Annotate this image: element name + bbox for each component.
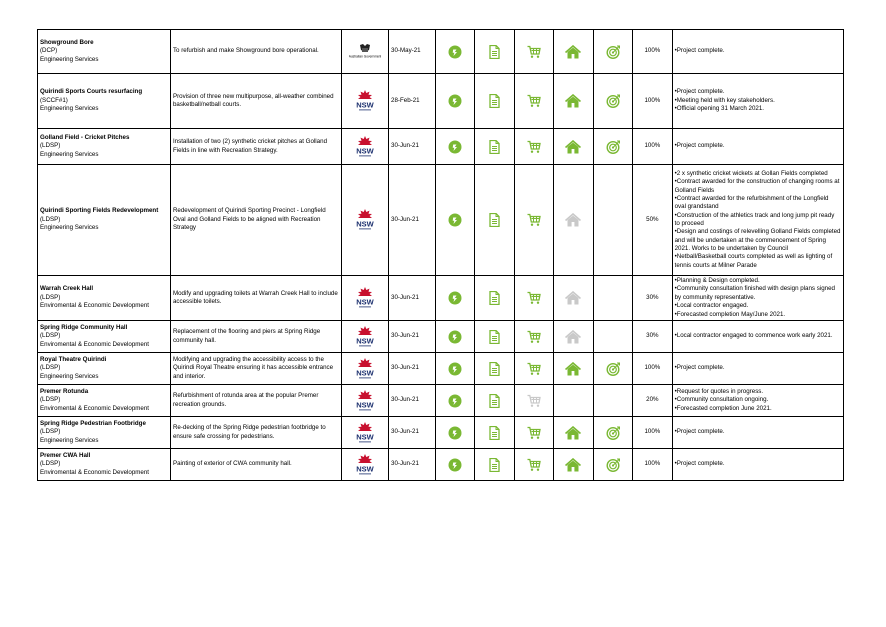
- status-updates: [672, 321, 843, 353]
- funding-logo: [342, 385, 389, 417]
- house-icon: [565, 458, 581, 472]
- project-description: Modify and upgrading toilets at Warrah Creek Hall to include accessible toilets.: [170, 276, 341, 321]
- department: Engineering Services: [40, 105, 99, 113]
- project-name: Warrah Creek Hall: [40, 285, 94, 293]
- logo-caption: NSW: [356, 219, 374, 229]
- status-update-item: • Official opening 31 March 2021.: [675, 105, 841, 113]
- status-updates: [672, 353, 843, 385]
- table-row: [38, 417, 844, 449]
- concept-bulb-icon: [448, 45, 462, 59]
- table-row: [38, 74, 844, 129]
- status-update-item: • Project complete.: [675, 428, 841, 436]
- stage-complete: [593, 385, 632, 417]
- stage-design: [475, 30, 514, 74]
- completion-date: 30-Jun-21: [389, 385, 436, 417]
- department: Enviromental & Economic Development: [40, 302, 150, 310]
- project-cell: [38, 385, 171, 417]
- logo-caption: NSW: [356, 100, 374, 110]
- project-description: Painting of exterior of CWA community hall.: [170, 449, 341, 481]
- stage-construction: [554, 353, 593, 385]
- stage-concept: [435, 353, 474, 385]
- stage-design: [475, 276, 514, 321]
- department: Engineering Services: [40, 224, 99, 232]
- logo-caption: NSW: [356, 368, 374, 377]
- project-name: Spring Ridge Pedestrian Footbridge: [40, 419, 146, 427]
- document-icon: [487, 45, 501, 59]
- stage-concept: [435, 417, 474, 449]
- stage-design: [475, 385, 514, 417]
- project-cell: [38, 449, 171, 481]
- stage-procurement: [514, 129, 553, 165]
- completion-date: 30-Jun-21: [389, 417, 436, 449]
- nsw-government-logo-icon: [353, 286, 377, 310]
- funding-source: (SCCF#1): [40, 96, 68, 104]
- stage-complete: [593, 276, 632, 321]
- table-row: [38, 353, 844, 385]
- project-name: Golland Field - Cricket Pitches: [40, 133, 130, 141]
- status-update-item: • Community consultation ongoing.: [675, 396, 841, 404]
- stage-complete: [593, 449, 632, 481]
- project-name: Showground Bore: [40, 38, 94, 46]
- project-cell: [38, 417, 171, 449]
- project-description: Installation of two (2) synthetic cricket pitches at Golland Fields in line with Recreation Strategy.: [170, 129, 341, 165]
- project-name: Premer CWA Hall: [40, 451, 91, 459]
- project-cell: [38, 321, 171, 353]
- nsw-government-logo-icon: [353, 357, 377, 381]
- nsw-government-logo-icon: [353, 89, 377, 113]
- status-update-item: • 2 x synthetic cricket wickets at Gollan Fields completed: [675, 170, 841, 178]
- concept-bulb-icon: [448, 94, 462, 108]
- funding-source: (LDSP): [40, 142, 61, 150]
- progress-percent: 100%: [633, 30, 672, 74]
- stage-complete: [593, 165, 632, 276]
- stage-concept: [435, 449, 474, 481]
- nsw-government-logo-icon: [353, 453, 377, 477]
- funding-source: (LDSP): [40, 293, 61, 301]
- document-icon: [487, 291, 501, 305]
- document-icon: [487, 362, 501, 376]
- status-updates: [672, 165, 843, 276]
- progress-percent: 30%: [633, 321, 672, 353]
- target-icon: [606, 362, 620, 376]
- concept-bulb-icon: [448, 291, 462, 305]
- project-cell: [38, 129, 171, 165]
- cart-icon: [527, 426, 541, 440]
- stage-procurement: [514, 276, 553, 321]
- stage-complete: [593, 74, 632, 129]
- stage-complete: [593, 321, 632, 353]
- house-icon: [565, 94, 581, 108]
- status-update-item: • Construction of the athletics track and long jump pit ready to proceed: [675, 212, 841, 229]
- nsw-government-logo-icon: [353, 389, 377, 413]
- stage-complete: [593, 129, 632, 165]
- funding-logo: [342, 30, 389, 74]
- funding-source: (LDSP): [40, 428, 61, 436]
- progress-percent: 100%: [633, 353, 672, 385]
- table-row: [38, 165, 844, 276]
- funding-source: (LDSP): [40, 364, 61, 372]
- completion-date: 30-Jun-21: [389, 165, 436, 276]
- department: Enviromental & Economic Development: [40, 468, 150, 476]
- status-update-item: • Project complete.: [675, 47, 841, 55]
- project-description: Provision of three new multipurpose, all-weather combined basketball/netball courts.: [170, 74, 341, 129]
- stage-complete: [593, 30, 632, 74]
- cart-icon: [527, 362, 541, 376]
- status-update-item: • Local contractor engaged to commence work early 2021.: [675, 332, 841, 340]
- status-update-item: • Local contractor engaged.: [675, 302, 841, 310]
- project-description: Re-decking of the Spring Ridge pedestrian footbridge to ensure safe crossing for pedestrians.: [170, 417, 341, 449]
- stage-construction: [554, 30, 593, 74]
- concept-bulb-icon: [448, 458, 462, 472]
- project-cell: [38, 30, 171, 74]
- department: Engineering Services: [40, 150, 99, 158]
- funding-logo: [342, 74, 389, 129]
- stage-design: [475, 165, 514, 276]
- document-icon: [487, 140, 501, 154]
- project-description: To refurbish and make Showground bore operational.: [170, 30, 341, 74]
- logo-caption: NSW: [356, 464, 374, 473]
- funding-source: (LDSP): [40, 332, 61, 340]
- status-updates: [672, 385, 843, 417]
- stage-construction: [554, 165, 593, 276]
- stage-concept: [435, 165, 474, 276]
- department: Engineering Services: [40, 372, 99, 380]
- project-name: Spring Ridge Community Hall: [40, 323, 128, 331]
- completion-date: 30-Jun-21: [389, 129, 436, 165]
- stage-procurement: [514, 30, 553, 74]
- funding-logo: [342, 353, 389, 385]
- target-icon: [606, 45, 620, 59]
- table-row: [38, 276, 844, 321]
- status-update-item: • Design and costings of relevelling Golland Fields completed and will be undertaken at the commencement of Spring 2021. Works to be undertaken by Council: [675, 228, 841, 253]
- progress-percent: 100%: [633, 417, 672, 449]
- stage-construction: [554, 385, 593, 417]
- stage-construction: [554, 417, 593, 449]
- completion-date: 28-Feb-21: [389, 74, 436, 129]
- completion-date: 30-Jun-21: [389, 449, 436, 481]
- stage-design: [475, 417, 514, 449]
- funding-logo: [342, 165, 389, 276]
- funding-logo: [342, 417, 389, 449]
- status-update-item: • Netball/Basketball courts completed as well as lighting of tennis courts at Milner Parade: [675, 253, 841, 270]
- project-name: Quirindi Sports Courts resurfacing: [40, 88, 143, 96]
- funding-logo: [342, 276, 389, 321]
- table-row: [38, 30, 844, 74]
- project-cell: [38, 74, 171, 129]
- cart-icon: [527, 45, 541, 59]
- project-description: Modifying and upgrading the accessibility access to the Quirindi Royal Theatre ensuring it has accessible entrance and interior.: [170, 353, 341, 385]
- progress-percent: 100%: [633, 449, 672, 481]
- logo-caption: NSW: [356, 297, 374, 307]
- stage-concept: [435, 30, 474, 74]
- concept-bulb-icon: [448, 362, 462, 376]
- cart-icon: [527, 330, 541, 344]
- completion-date: 30-May-21: [389, 30, 436, 74]
- concept-bulb-icon: [448, 213, 462, 227]
- nsw-government-logo-icon: [353, 421, 377, 445]
- stage-concept: [435, 276, 474, 321]
- cart-icon: [527, 213, 541, 227]
- stage-construction: [554, 129, 593, 165]
- funding-logo: [342, 321, 389, 353]
- status-update-item: • Forecasted completion June 2021.: [675, 405, 841, 413]
- status-update-item: • Contract awarded for the refurbishment of the Longfield oval grandstand: [675, 195, 841, 212]
- stage-procurement: [514, 353, 553, 385]
- status-updates: [672, 129, 843, 165]
- project-description: Refurbishment of rotunda area at the popular Premer recreation grounds.: [170, 385, 341, 417]
- house-icon: [565, 45, 581, 59]
- stage-procurement: [514, 74, 553, 129]
- status-updates: [672, 417, 843, 449]
- projects-table: [37, 29, 844, 481]
- logo-caption: NSW: [356, 400, 374, 409]
- document-icon: [487, 394, 501, 408]
- document-icon: [487, 426, 501, 440]
- progress-percent: 20%: [633, 385, 672, 417]
- house-icon: [565, 291, 581, 305]
- progress-percent: 30%: [633, 276, 672, 321]
- status-updates: [672, 30, 843, 74]
- table-row: [38, 129, 844, 165]
- stage-design: [475, 129, 514, 165]
- logo-caption: NSW: [356, 146, 374, 155]
- stage-concept: [435, 129, 474, 165]
- status-update-item: • Project complete.: [675, 364, 841, 372]
- status-updates: [672, 449, 843, 481]
- project-cell: [38, 276, 171, 321]
- target-icon: [606, 426, 620, 440]
- cart-icon: [527, 458, 541, 472]
- completion-date: 30-Jun-21: [389, 321, 436, 353]
- status-update-item: • Meeting held with key stakeholders.: [675, 97, 841, 105]
- status-update-item: • Contract awarded for the construction of changing rooms at Golland Fields: [675, 178, 841, 195]
- target-icon: [606, 140, 620, 154]
- stage-design: [475, 321, 514, 353]
- department: Engineering Services: [40, 55, 99, 63]
- project-name: Quirindi Sporting Fields Redevelopment: [40, 207, 159, 215]
- stage-design: [475, 353, 514, 385]
- status-update-item: • Project complete.: [675, 142, 841, 150]
- stage-construction: [554, 276, 593, 321]
- document-icon: [487, 458, 501, 472]
- department: Engineering Services: [40, 436, 99, 444]
- stage-procurement: [514, 385, 553, 417]
- logo-caption: Australian Government: [349, 54, 382, 58]
- status-update-item: • Project complete.: [675, 460, 841, 468]
- department: Enviromental & Economic Development: [40, 404, 150, 412]
- project-description: Replacement of the flooring and piers at Spring Ridge community hall.: [170, 321, 341, 353]
- stage-procurement: [514, 321, 553, 353]
- house-icon: [565, 140, 581, 154]
- nsw-government-logo-icon: [353, 135, 377, 159]
- project-description: Redevelopment of Quirindi Sporting Precinct - Longfield Oval and Golland Fields to be aligned with Recreation Strategy: [170, 165, 341, 276]
- status-updates: [672, 74, 843, 129]
- nsw-government-logo-icon: [353, 325, 377, 349]
- progress-percent: 100%: [633, 129, 672, 165]
- status-update-item: • Project complete.: [675, 88, 841, 96]
- progress-percent: 100%: [633, 74, 672, 129]
- funding-logo: [342, 449, 389, 481]
- logo-caption: NSW: [356, 336, 374, 345]
- nsw-government-logo-icon: [353, 208, 377, 232]
- stage-construction: [554, 321, 593, 353]
- project-cell: [38, 165, 171, 276]
- concept-bulb-icon: [448, 330, 462, 344]
- concept-bulb-icon: [448, 426, 462, 440]
- funding-source: (LDSP): [40, 215, 61, 223]
- stage-procurement: [514, 165, 553, 276]
- document-icon: [487, 330, 501, 344]
- house-icon: [565, 426, 581, 440]
- table-row: [38, 321, 844, 353]
- project-name: Premer Rotunda: [40, 387, 89, 395]
- stage-design: [475, 449, 514, 481]
- stage-concept: [435, 385, 474, 417]
- stage-design: [475, 74, 514, 129]
- stage-complete: [593, 417, 632, 449]
- logo-caption: NSW: [356, 432, 374, 441]
- house-icon: [565, 362, 581, 376]
- stage-construction: [554, 74, 593, 129]
- funding-source: (LDSP): [40, 396, 61, 404]
- funding-logo: [342, 129, 389, 165]
- status-update-item: • Request for quotes in progress.: [675, 388, 841, 396]
- cart-icon: [527, 140, 541, 154]
- stage-concept: [435, 321, 474, 353]
- status-update-item: • Forecasted completion May/June 2021.: [675, 311, 841, 319]
- document-icon: [487, 94, 501, 108]
- house-icon: [565, 213, 581, 227]
- department: Enviromental & Economic Development: [40, 340, 150, 348]
- concept-bulb-icon: [448, 140, 462, 154]
- stage-construction: [554, 449, 593, 481]
- status-update-item: • Community consultation finished with design plans signed by community representative.: [675, 285, 841, 302]
- stage-procurement: [514, 449, 553, 481]
- table-row: [38, 449, 844, 481]
- completion-date: 30-Jun-21: [389, 276, 436, 321]
- funding-source: (DCP): [40, 47, 58, 55]
- stage-complete: [593, 353, 632, 385]
- project-name: Royal Theatre Quirindi: [40, 355, 107, 363]
- target-icon: [606, 94, 620, 108]
- cart-icon: [527, 394, 541, 408]
- house-icon: [565, 330, 581, 344]
- project-cell: [38, 353, 171, 385]
- target-icon: [606, 458, 620, 472]
- australian-government-crest-icon: [349, 43, 381, 61]
- document-icon: [487, 213, 501, 227]
- status-updates: [672, 276, 843, 321]
- stage-procurement: [514, 417, 553, 449]
- table-row: [38, 385, 844, 417]
- cart-icon: [527, 94, 541, 108]
- stage-concept: [435, 74, 474, 129]
- status-update-item: • Planning & Design completed.: [675, 277, 841, 285]
- funding-source: (LDSP): [40, 460, 61, 468]
- progress-percent: 50%: [633, 165, 672, 276]
- concept-bulb-icon: [448, 394, 462, 408]
- completion-date: 30-Jun-21: [389, 353, 436, 385]
- cart-icon: [527, 291, 541, 305]
